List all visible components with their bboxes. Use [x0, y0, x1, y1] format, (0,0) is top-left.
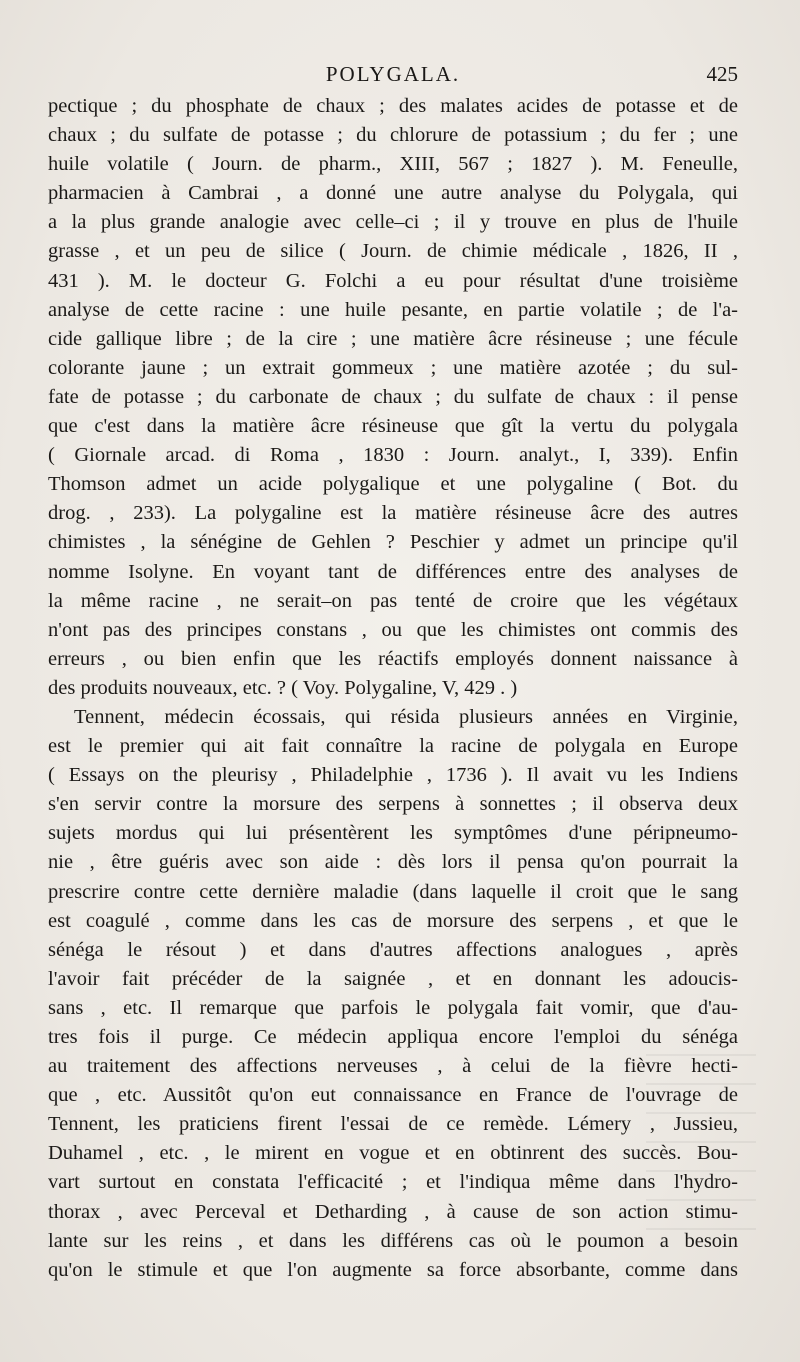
text-line: thorax , avec Perceval et Detharding , à cause de son action stimu-: [48, 1200, 738, 1223]
text-line: l'avoir fait précéder de la saignée , et en donnant les adoucis-: [48, 967, 738, 990]
text-line: que c'est dans la matière âcre résineuse que gît la vertu du polygala: [48, 415, 738, 438]
text-line: Duhamel , etc. , le mirent en vogue et en obtinrent des succès. Bou-: [48, 1142, 738, 1165]
text-line: erreurs , ou bien enfin que les réactifs employés donnent naissance à: [48, 647, 738, 670]
text-line: pectique ; du phosphate de chaux ; des malates acides de potasse et de: [48, 95, 738, 117]
text-line: sujets mordus qui lui présentèrent les symptômes d'une péripneumo-: [48, 822, 738, 845]
text-line: pharmacien à Cambrai , a donné une autre analyse du Polygala, qui: [48, 182, 738, 205]
body-text: [48, 92, 738, 1285]
text-line: que , etc. Aussitôt qu'on eut connaissance en France de l'ouvrage de: [48, 1084, 738, 1107]
text-line: est coagulé , comme dans les cas de morsure des serpens , et que le: [48, 909, 738, 932]
text-line: drog. , 233). La polygaline est la matière résineuse âcre des autres: [48, 502, 738, 525]
text-line: la même racine , ne serait–on pas tenté de croire que les végétaux: [48, 589, 738, 612]
text-line: sans , etc. Il remarque que parfois le polygala fait vomir, que d'au-: [48, 996, 738, 1019]
text-line: cide gallique libre ; de la cire ; une matière âcre résineuse ; une fécule: [48, 327, 738, 350]
text-line: s'en servir contre la morsure des serpens à sonnettes ; il observa deux: [48, 793, 738, 816]
text-line: fate de potasse ; du carbonate de chaux ; du sulfate de chaux : il pense: [48, 385, 738, 408]
text-line: prescrire contre cette dernière maladie (dans laquelle il croit que le sang: [48, 880, 738, 903]
text-line: sénéga le résout ) et dans d'autres affections analogues , après: [48, 938, 738, 961]
text-line: huile volatile ( Journ. de pharm., XIII, 567 ; 1827 ). M. Feneulle,: [48, 153, 738, 176]
text-line: nomme Isolyne. En voyant tant de différences entre des analyses de: [48, 560, 738, 583]
text-line: Thomson admet un acide polygalique et une polygaline ( Bot. du: [48, 473, 738, 496]
text-line: chaux ; du sulfate de potasse ; du chlorure de potassium ; du fer ; une: [48, 124, 738, 147]
text-line: est le premier qui ait fait connaître la racine de polygala en Europe: [48, 735, 738, 758]
running-head: POLYGALA.: [325, 62, 461, 86]
text-line: lante sur les reins , et dans les différens cas où le poumon a besoin: [48, 1229, 738, 1252]
text-line: n'ont pas des principes constans , ou que les chimistes ont commis des: [48, 618, 738, 641]
text-line: analyse de cette racine : une huile pesante, en partie volatile ; de l'a-: [48, 298, 738, 321]
text-line: qu'on le stimule et que l'on augmente sa force absorbante, comme dans: [48, 1258, 738, 1281]
text-line: a la plus grande analogie avec celle–ci ; il y trouve en plus de l'huile: [48, 211, 738, 234]
text-line: vart surtout en constata l'efficacité ; et l'indiqua même dans l'hydro-: [48, 1171, 738, 1194]
text-line: nie , être guéris avec son aide : dès lors il pensa qu'on pourrait la: [48, 851, 738, 874]
text-line: colorante jaune ; un extrait gommeux ; une matière azotée ; du sul-: [48, 356, 738, 379]
text-line: 431 ). M. le docteur G. Folchi a eu pour résultat d'une troisième: [48, 269, 738, 292]
page-number: 425: [706, 62, 738, 86]
text-line: grasse , et un peu de silice ( Journ. de chimie médicale , 1826, II ,: [48, 240, 738, 263]
page-header: [48, 62, 738, 90]
text-line: ( Giornale arcad. di Roma , 1830 : Journ. analyt., I, 339). Enfin: [48, 444, 738, 467]
show-through-texture: [646, 1050, 756, 1230]
text-line: chimistes , la sénégine de Gehlen ? Peschier y admet un principe qu'il: [48, 531, 738, 554]
text-line: ( Essays on the pleurisy , Philadelphie , 1736 ). Il avait vu les Indiens: [48, 764, 738, 787]
text-line: tres fois il purge. Ce médecin appliqua encore l'emploi du sénéga: [48, 1026, 738, 1048]
text-line: des produits nouveaux, etc. ? ( Voy. Polygaline, V, 429 . ): [48, 676, 518, 699]
text-line: Tennent, les praticiens firent l'essai de ce remède. Lémery , Jussieu,: [48, 1113, 738, 1136]
text-line: Tennent, médecin écossais, qui résida plusieurs années en Virginie,: [74, 705, 738, 728]
text-line: au traitement des affections nerveuses , à celui de la fièvre hecti-: [48, 1055, 738, 1078]
